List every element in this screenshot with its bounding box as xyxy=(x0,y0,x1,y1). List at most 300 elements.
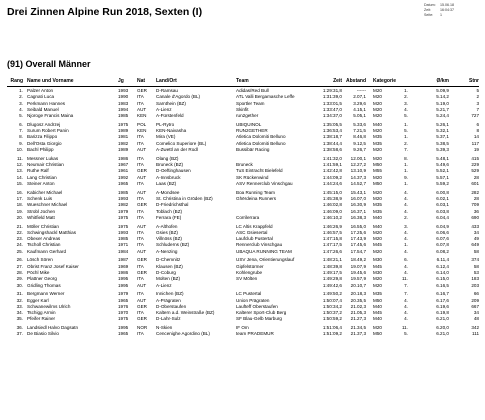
cell-category-rank: 2. xyxy=(404,214,408,220)
cell-rank: 3. xyxy=(19,100,23,106)
cell-nat: ITA xyxy=(137,155,144,161)
cell-category: M20 xyxy=(373,174,382,180)
cell-nat: ITA xyxy=(137,242,144,248)
cell-category-rank: 1. xyxy=(404,88,408,93)
page-title: Drei Zinnen Alpine Run 2018, Sexten (I) xyxy=(7,6,203,18)
cell-stnr: 58 xyxy=(473,263,479,269)
cell-name: Egger Karl xyxy=(27,297,49,303)
cell-time: 1:36:53,4 xyxy=(322,128,342,134)
cell-nat: GER xyxy=(137,168,147,174)
cell-nat: KEN xyxy=(137,113,147,119)
cell-nat: ITA xyxy=(137,100,144,106)
cell-category-rank: 11. xyxy=(401,325,408,331)
cell-time: 1:44:24,6 xyxy=(322,180,342,186)
cell-rank: 23. xyxy=(16,236,23,242)
cell-rank: 16. xyxy=(16,189,23,195)
cell-time: 1:46:02,8 xyxy=(322,202,342,208)
cell-time: 1:41:59,1 xyxy=(322,162,342,168)
cell-category: M55 xyxy=(373,168,382,174)
cell-nat: POL xyxy=(137,121,147,127)
cell-name: Obexer Andreas xyxy=(27,236,61,242)
cell-nat: ITA xyxy=(137,214,144,220)
cell-time: 1:49:29,8 xyxy=(322,276,342,282)
cell-stnr: 66 xyxy=(473,291,479,297)
cell-category: M20 xyxy=(373,155,382,161)
cell-stnr: 667 xyxy=(471,303,479,309)
cell-team: LC Pustertal xyxy=(236,291,262,297)
cell-time: 1:51:09,2 xyxy=(322,331,342,337)
cell-name: Möller Christian xyxy=(27,223,59,229)
cell-kmh: 6.00,8 xyxy=(436,189,449,195)
cell-kmh: 6.04,4 xyxy=(436,214,449,220)
cell-year: 1995 xyxy=(118,325,129,331)
cell-category-rank: 7. xyxy=(404,282,408,288)
cell-land: D-Oeftinghausen xyxy=(156,168,191,174)
cell-kmh: 6.02,1 xyxy=(436,195,449,201)
cell-category-rank: 4. xyxy=(404,189,408,195)
cell-kmh: 6.19,6 xyxy=(436,303,449,309)
cell-diff: 19.07,9 xyxy=(350,263,366,269)
cell-category: M20 xyxy=(373,248,382,254)
cell-year: 1961 xyxy=(118,168,129,174)
cell-team: ATL Valli Bergamasche Leffe xyxy=(236,94,295,100)
cell-nat: AUT xyxy=(137,297,147,303)
cell-kmh: 6.19,8 xyxy=(436,310,449,316)
cell-name: Neumair Christian xyxy=(27,162,64,168)
cell-year: 1995 xyxy=(118,282,129,288)
cell-category-rank: 5. xyxy=(404,331,408,337)
cell-rank: 12. xyxy=(16,162,23,168)
cell-category-rank: 7. xyxy=(404,147,408,153)
cell-year: 1979 xyxy=(118,291,129,297)
cell-land: D-Ramsau xyxy=(156,88,178,93)
cell-diff: 17.43,9 xyxy=(350,236,366,242)
cell-rank: 4. xyxy=(19,106,23,112)
cell-category-rank: 4. xyxy=(404,195,408,201)
meta-date: Datum: 15.06.18 xyxy=(424,3,454,7)
cell-category: M20 xyxy=(373,100,382,106)
cell-rank: 28. xyxy=(16,269,23,275)
cell-diff: 20.18,3 xyxy=(350,291,366,297)
cell-nat: ITA xyxy=(137,291,144,297)
cell-land: A-Prägraten xyxy=(156,297,181,303)
cell-land: Comelico Superiore (BL) xyxy=(156,140,207,146)
cell-kmh: 6.12,4 xyxy=(436,263,449,269)
cell-nat: AUT xyxy=(137,147,147,153)
cell-year: 1985 xyxy=(118,236,129,242)
cell-year: 1975 xyxy=(118,223,129,229)
cell-diff: 21.37,3 xyxy=(350,331,366,337)
col-diff: Abstand xyxy=(346,78,366,84)
cell-category: M35 xyxy=(373,140,382,146)
cell-category: M50 xyxy=(373,331,382,337)
print-meta xyxy=(424,3,454,18)
cell-stnr: 34 xyxy=(473,229,479,235)
cell-kmh: 5.26,1 xyxy=(436,121,449,127)
cell-nat: NOR xyxy=(137,325,148,331)
cell-category-rank: 1. xyxy=(404,134,408,140)
cell-category-rank: 6. xyxy=(404,257,408,263)
cell-year: 1989 xyxy=(118,147,129,153)
cell-nat: AUT xyxy=(137,189,147,195)
table-row xyxy=(0,147,485,153)
results-table xyxy=(0,88,485,338)
cell-year: 1995 xyxy=(118,276,129,282)
cell-land: D-Oberstaufen xyxy=(156,303,187,309)
cell-category-rank: 4. xyxy=(404,208,408,214)
cell-team: SK Rückenwind xyxy=(236,174,269,180)
cell-category-rank: 3. xyxy=(404,223,408,229)
cell-nat: ITA xyxy=(137,134,144,140)
cell-land: A-Althofen xyxy=(156,223,178,229)
cell-category: M35 xyxy=(373,208,382,214)
cell-year: 1982 xyxy=(118,202,129,208)
cell-nat: ITA xyxy=(137,94,144,100)
cell-land: D-Coburg xyxy=(156,269,176,275)
cell-nat: ITA xyxy=(137,276,144,282)
cell-time: 1:45:38,9 xyxy=(322,195,342,201)
cell-diff: ------ xyxy=(356,88,366,93)
cell-rank: 36. xyxy=(16,325,23,331)
cell-rank: 20. xyxy=(16,214,23,220)
cell-name: Gridling Thomas xyxy=(27,282,61,288)
cell-rank: 24. xyxy=(16,242,23,248)
cell-team: Ghërdeina Runners xyxy=(236,195,277,201)
cell-diff: 8.46,8 xyxy=(353,134,366,140)
cell-stnr: 117 xyxy=(471,140,479,146)
cell-rank: 14. xyxy=(16,174,23,180)
cell-rank: 13. xyxy=(16,168,23,174)
cell-name: Pfeifer Rainer xyxy=(27,316,56,322)
header-divider xyxy=(7,86,479,87)
cell-land: D-Chemnitz xyxy=(156,257,181,263)
cell-name: Lang Christian xyxy=(27,174,57,180)
meta-time: Zeit: 16:04:37 xyxy=(424,8,454,12)
cell-diff: 16.30,9 xyxy=(350,202,366,208)
cell-time: 1:50:37,2 xyxy=(322,310,342,316)
cell-stnr: 14 xyxy=(473,134,479,140)
cell-category: M20 xyxy=(373,189,382,195)
cell-team: RUN2GETHER xyxy=(236,128,268,134)
table-row xyxy=(0,113,485,119)
cell-rank: 5. xyxy=(19,113,23,119)
cell-land: Klausen (BZ) xyxy=(156,263,183,269)
cell-name: Whitfield Matt xyxy=(27,214,55,220)
cell-team: Skinfit xyxy=(236,106,249,112)
cell-stnr: 282 xyxy=(471,189,479,195)
cell-nat: AUT xyxy=(137,174,147,180)
cell-team: TuS Eintracht Bielefeld xyxy=(236,168,283,174)
cell-diff: 5.33,6 xyxy=(353,121,366,127)
cell-stnr: 529 xyxy=(471,168,479,174)
cell-time: 1:35:05,5 xyxy=(322,121,342,127)
cell-category: M30 xyxy=(373,257,382,263)
cell-land: N-Skien xyxy=(156,325,173,331)
cell-name: De Biasio Silvio xyxy=(27,331,59,337)
col-name: Name und Vorname xyxy=(27,78,74,84)
cell-nat: ITA xyxy=(137,162,144,168)
cell-stnr: 433 xyxy=(471,223,479,229)
cell-land: KEN-Naivasha xyxy=(156,128,187,134)
cell-rank: 10. xyxy=(16,147,23,153)
cell-category: M50 xyxy=(373,180,382,186)
cell-nat: ITA xyxy=(137,140,144,146)
cell-time: 1:33:01,5 xyxy=(322,100,342,106)
cell-team: SF Blau-Gelb Marburg xyxy=(236,316,282,322)
cell-nat: ITA xyxy=(137,195,144,201)
cell-category: M20 xyxy=(373,128,382,134)
cell-time: 1:47:26,6 xyxy=(322,248,342,254)
cell-land: A-Lienz xyxy=(156,106,172,112)
cell-nat: GER xyxy=(137,269,147,275)
cell-kmh: 6.08,2 xyxy=(436,248,449,254)
cell-team: LC Altis Krappfeld xyxy=(236,223,273,229)
cell-kmh: 5.24,4 xyxy=(436,113,449,119)
cell-kmh: 5.52,1 xyxy=(436,168,449,174)
cell-diff: 5.05,1 xyxy=(353,113,366,119)
cell-stnr: 183 xyxy=(471,276,479,282)
cell-category-rank: 4. xyxy=(404,229,408,235)
cell-category-rank: 4. xyxy=(404,202,408,208)
cell-name: Ruthe Ralf xyxy=(27,168,49,174)
cell-rank: 29. xyxy=(16,276,23,282)
cell-kmh: 5.09,9 xyxy=(436,88,449,93)
cell-stnr: 727 xyxy=(471,113,479,119)
cell-diff: 14.52,7 xyxy=(350,180,366,186)
cell-stnr: 342 xyxy=(471,325,479,331)
cell-stnr: 229 xyxy=(471,162,479,168)
cell-time: 1:42:42,8 xyxy=(322,168,342,174)
cell-time: 1:46:10,2 xyxy=(322,214,342,220)
cell-team: Laufclub Pustertal xyxy=(236,236,273,242)
cell-rank: 2. xyxy=(19,94,23,100)
cell-category: M20 xyxy=(373,94,382,100)
cell-category: M35 xyxy=(373,134,382,140)
cell-stnr: 28 xyxy=(473,174,479,180)
cell-name: Bachl Philipp xyxy=(27,147,54,153)
cell-diff: 17.25,6 xyxy=(350,229,366,235)
cell-stnr: 709 xyxy=(471,202,479,208)
cell-year: 1983 xyxy=(118,100,129,106)
cell-year: 1993 xyxy=(118,229,129,235)
meta-page: Seite: 1 xyxy=(424,13,442,17)
cell-time: 1:44:09,2 xyxy=(322,174,342,180)
cell-team: ASC Gsiesertal xyxy=(236,229,268,235)
cell-nat: AUT xyxy=(137,248,147,254)
cell-category-rank: 1. xyxy=(404,180,408,186)
cell-kmh: 6.17,6 xyxy=(436,297,449,303)
cell-diff: 20.10,7 xyxy=(350,282,366,288)
cell-category: M40 xyxy=(373,316,382,322)
cell-category: M20 xyxy=(373,282,382,288)
cell-category-rank: 4. xyxy=(404,263,408,269)
cell-diff: 18.49,2 xyxy=(350,257,366,263)
cell-rank: 8. xyxy=(19,134,23,140)
cell-name: Plattner Georg xyxy=(27,276,57,282)
cell-team: Laufteff Oberstaufen xyxy=(236,303,278,309)
cell-time: 1:48:21,1 xyxy=(322,257,342,263)
cell-time: 1:46:57,5 xyxy=(322,229,342,235)
cell-time: 1:33:47,0 xyxy=(322,106,342,112)
cell-name: Barizza Filippo xyxy=(27,134,58,140)
cell-land: A-Fürstenfeld xyxy=(156,113,184,119)
cell-category-rank: 7. xyxy=(404,291,408,297)
cell-diff: 17.45,6 xyxy=(350,242,366,248)
cell-stnr: 3 xyxy=(476,100,479,106)
col-rank: Rang xyxy=(10,78,23,84)
cell-year: 1975 xyxy=(118,121,129,127)
cell-land: Ferrara (FE) xyxy=(156,214,182,220)
cell-kmh: 5.37,1 xyxy=(436,134,449,140)
cell-category: M40 xyxy=(373,214,382,220)
cell-kmh: 6.06,6 xyxy=(436,229,449,235)
cell-name: Pöchl Mike xyxy=(27,269,50,275)
cell-rank: 11. xyxy=(16,155,23,161)
cell-team: team PRADEMUR xyxy=(236,331,274,337)
cell-category: M20 xyxy=(373,276,382,282)
cell-year: 1993 xyxy=(118,195,129,201)
cell-category: M20 xyxy=(373,229,382,235)
cell-land: Schluderns (BZ) xyxy=(156,242,190,248)
cell-team: ASV Rennerclub Vinschgau xyxy=(236,180,293,186)
cell-stnr: 6 xyxy=(476,121,479,127)
cell-year: 1970 xyxy=(118,310,129,316)
cell-time: 1:49:50,2 xyxy=(322,291,342,297)
cell-category-rank: 1. xyxy=(404,168,408,174)
col-category: Kategorie xyxy=(373,78,397,84)
cell-nat: GER xyxy=(137,88,147,93)
cell-diff: 16.55,0 xyxy=(350,223,366,229)
cell-stnr: 111 xyxy=(472,331,479,337)
cell-category: M20 xyxy=(373,113,382,119)
cell-category-rank: 2. xyxy=(404,94,408,100)
cell-rank: 37. xyxy=(16,331,23,337)
cell-nat: GER xyxy=(137,303,147,309)
cell-year: 1985 xyxy=(118,113,129,119)
cell-land: Kaltern a.d. Weinstraße (BZ) xyxy=(156,310,215,316)
cell-name: Lösch Sören xyxy=(27,257,53,263)
cell-stnr: 415 xyxy=(471,155,479,161)
cell-stnr: 7 xyxy=(476,106,479,112)
cell-time: 1:45:15,0 xyxy=(322,189,342,195)
cell-category: M40 xyxy=(373,121,382,127)
cell-category: M30 xyxy=(373,269,382,275)
cell-diff: 7.21,5 xyxy=(353,128,366,134)
cell-category: M20 xyxy=(373,147,382,153)
cell-diff: 19.45,6 xyxy=(350,269,366,275)
cell-year: 1979 xyxy=(118,208,129,214)
cell-year: 1990 xyxy=(118,94,129,100)
cell-kmh: 5.38,5 xyxy=(436,140,449,146)
cell-land: Innichen (BZ) xyxy=(156,291,184,297)
cell-diff: 21.05,3 xyxy=(350,310,366,316)
cell-kmh: 5.14,2 xyxy=(436,94,449,100)
cell-kmh: 5.39,3 xyxy=(436,147,449,153)
cell-land: A-Nenzing xyxy=(156,248,178,254)
cell-rank: 18. xyxy=(16,202,23,208)
cell-stnr: 2 xyxy=(476,94,479,100)
table-row xyxy=(0,215,485,221)
cell-land: Gsies (BZ) xyxy=(156,229,178,235)
cell-time: 1:46:26,9 xyxy=(322,223,342,229)
cell-land: A-Zwettl an der Rodl xyxy=(156,147,198,153)
cell-year: 1969 xyxy=(118,263,129,269)
cell-rank: 1. xyxy=(19,88,23,93)
table-header xyxy=(0,77,485,85)
cell-stnr: 690 xyxy=(471,214,479,220)
cell-year: 1984 xyxy=(118,248,129,254)
cell-stnr: 53 xyxy=(473,269,479,275)
cell-category: M20 xyxy=(373,325,382,331)
cell-name: Wueschner Michael xyxy=(27,202,68,208)
col-team: Team xyxy=(236,78,249,84)
cell-category: M50 xyxy=(373,297,382,303)
cell-land: D-Lahr-Sulz xyxy=(156,316,181,322)
cell-year: 1971 xyxy=(118,242,129,248)
cell-diff: 17.54,7 xyxy=(350,248,366,254)
cell-land: Bruneck (BZ) xyxy=(156,162,184,168)
cell-name: Landsiedl Halvo Dagsatn xyxy=(27,325,79,331)
cell-year: 1994 xyxy=(118,106,129,112)
cell-category-rank: 4. xyxy=(404,310,408,316)
cell-name: Steiner Anton xyxy=(27,180,55,186)
cell-kmh: 5.19,0 xyxy=(436,100,449,106)
col-stnr: Stnr xyxy=(469,78,479,84)
cell-rank: 7. xyxy=(19,128,23,134)
cell-stnr: 19 xyxy=(473,147,479,153)
cell-kmh: 6.03,1 xyxy=(436,202,449,208)
cell-stnr: 49 xyxy=(473,236,479,242)
cell-land: A-Mondsee xyxy=(156,189,180,195)
cell-land: Canale d'Agordo (BL) xyxy=(156,94,201,100)
cell-year: 1965 xyxy=(118,331,129,337)
cell-rank: 25. xyxy=(16,248,23,254)
cell-category-rank: 1. xyxy=(404,162,408,168)
cell-category-rank: 5. xyxy=(404,113,408,119)
cell-nat: ITA xyxy=(137,263,144,269)
cell-category: M20 xyxy=(373,106,382,112)
cell-time: 1:48:39,8 xyxy=(322,263,342,269)
cell-diff: 16.07,0 xyxy=(350,195,366,201)
cell-category: M20 xyxy=(373,236,382,242)
cell-kmh: 6.04,9 xyxy=(436,223,449,229)
table-row xyxy=(0,181,485,187)
cell-stnr: 203 xyxy=(471,282,479,288)
cell-diff: 3.29,6 xyxy=(353,100,366,106)
cell-rank: 6. xyxy=(19,121,23,127)
cell-name: Tscholl Christian xyxy=(27,242,61,248)
cell-rank: 17. xyxy=(16,195,23,201)
cell-nat: GER xyxy=(137,316,147,322)
cell-name: Obrist Franz Josef Kaiser xyxy=(27,263,79,269)
cell-time: 1:50:34,2 xyxy=(322,303,342,309)
cell-category-rank: 4. xyxy=(404,316,408,322)
cell-diff: 21.27,3 xyxy=(350,316,366,322)
cell-time: 1:31:39,0 xyxy=(322,94,342,100)
cell-category-rank: 11. xyxy=(401,276,408,282)
cell-rank: 32. xyxy=(16,297,23,303)
table-row xyxy=(0,283,485,289)
cell-land: Olang (BZ) xyxy=(156,155,179,161)
cell-category-rank: 4. xyxy=(404,236,408,242)
cell-category: M45 xyxy=(373,263,382,269)
cell-stnr: 374 xyxy=(471,257,479,263)
cell-nat: ITA xyxy=(137,180,144,186)
cell-team: Adidas/Red Bull xyxy=(236,88,269,93)
cell-diff: 16.37,1 xyxy=(350,208,366,214)
cell-stnr: 28 xyxy=(473,195,479,201)
cell-diff: 12.00,1 xyxy=(350,155,366,161)
